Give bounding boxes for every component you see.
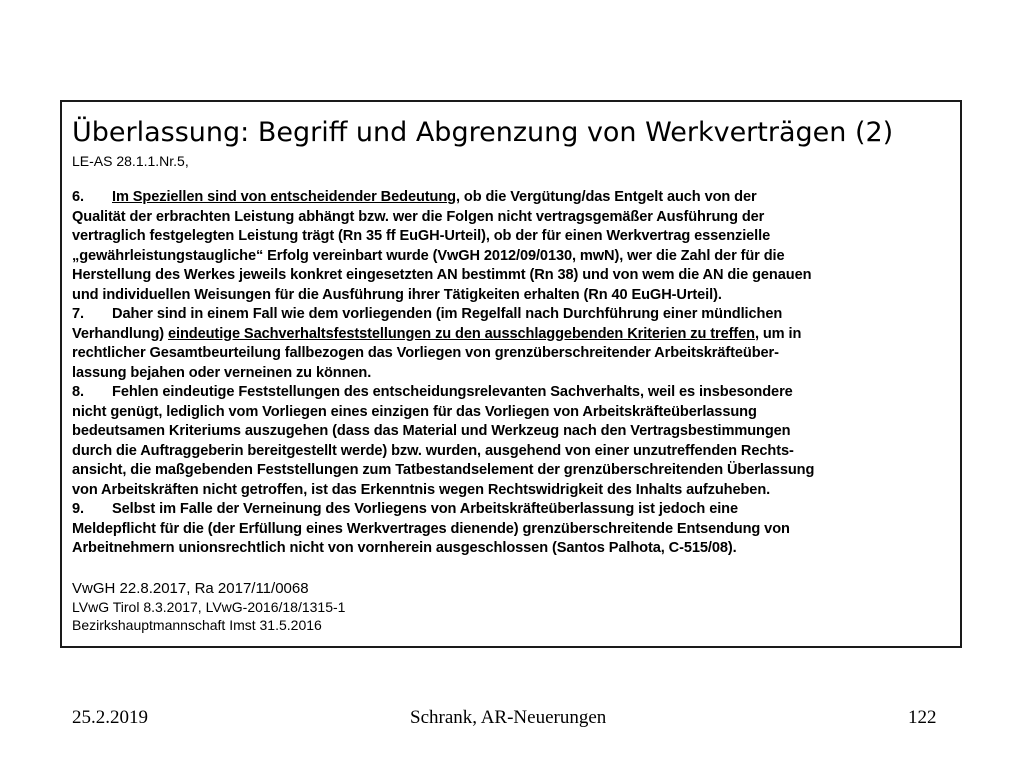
paragraph-6-line-3: vertraglich festgelegten Leistung trägt (Rn 35 ff EuGH-Urteil), ob der für einen Werkvertrag essenzielle [72, 228, 771, 244]
paragraph-8-line-3: bedeutsamen Kriteriums auszugehen (dass das Material und Werkzeug nach den Vertragsbestimmungen [72, 423, 791, 439]
footer-page-number: 122 [908, 707, 937, 728]
paragraph-9-line-3: Arbeitnehmern unionsrechtlich nicht von vornherein ausgeschlossen (Santos Palhota, C-515/08). [72, 540, 737, 556]
paragraph-8-line-4: durch die Auftraggeberin bereitgestellt werde) bzw. wurden, ausgehend von einer unzutreffenden Rechts- [72, 442, 794, 459]
reference-code: LE-AS 28.1.1.Nr.5, [72, 153, 189, 169]
paragraph-6-line-5: Herstellung des Werkes jeweils konkret eingesetzten AN bestimmt (Rn 38) und von wem die AN die genauen [72, 267, 812, 283]
paragraph-8-line-1 [72, 383, 962, 403]
paragraph-7-line-2 [72, 325, 962, 345]
paragraph-7-line-1 [72, 305, 962, 325]
paragraph-8-line-6: von Arbeitskräften nicht getroffen, ist das Erkenntnis wegen Rechtswidrigkeit des Inhalts aufzuheben. [72, 481, 771, 498]
text-segment: Verhandlung) [72, 325, 168, 342]
text-segment: Selbst im Falle der Verneinung des Vorliegens von Arbeitskräfteüberlassung ist jedoch eine [112, 501, 739, 517]
paragraph-9-line-1 [72, 500, 962, 520]
text-segment: Fehlen eindeutige Feststellungen des entscheidungsrelevanten Sachverhalts, weil es insbesondere [112, 384, 793, 400]
underlined-phrase: eindeutige Sachverhaltsfeststellungen zu den ausschlaggebenden Kriterien zu treffen [168, 325, 755, 342]
paragraph-8-line-2: nicht genügt, lediglich vom Vorliegen eines einzigen für das Vorliegen von Arbeitskräfteüberlassung [72, 403, 757, 420]
paragraph-6-line-2: Qualität der erbrachten Leistung abhängt bzw. wer die Folgen nicht vertragsgemäßer Ausführung der [72, 208, 765, 225]
citation-vwgh: VwGH 22.8.2017, Ra 2017/11/0068 [72, 580, 309, 597]
text-segment: , um in [754, 325, 802, 342]
paragraph-7-line-3: rechtlicher Gesamtbeurteilung fallbezogen das Vorliegen von grenzüberschreitender Arbeitskräfteüber- [72, 345, 779, 361]
text-segment: , ob die Vergütung/das Entgelt auch von der [456, 189, 757, 205]
paragraph-number: 7. [72, 306, 84, 322]
slide-title: Überlassung: Begriff und Abgrenzung von Werkverträgen (2) [72, 117, 894, 148]
paragraph-number: 9. [72, 501, 84, 517]
paragraph-6-line-1 [72, 188, 962, 208]
citation-lvwg: LVwG Tirol 8.3.2017, LVwG-2016/18/1315-1 [72, 599, 346, 615]
citation-bh: Bezirkshauptmannschaft Imst 31.5.2016 [72, 617, 322, 633]
footer-title: Schrank, AR-Neuerungen [410, 707, 607, 728]
citation-list [72, 580, 345, 634]
paragraph-number: 6. [72, 189, 84, 205]
paragraph-6-line-4: „gewährleistungstaugliche“ Erfolg vereinbart wurde (VwGH 2012/09/0130, mwN), wer die Zahl der für die [72, 247, 785, 264]
body-text [72, 188, 962, 559]
footer-date: 25.2.2019 [72, 707, 148, 728]
paragraph-7-line-4: lassung bejahen oder verneinen zu können. [72, 364, 372, 381]
paragraph-8-line-5: ansicht, die maßgebenden Feststellungen zum Tatbestandselement der grenzüberschreitenden Überlassung [72, 462, 815, 478]
slide-content-frame [60, 100, 962, 648]
underlined-phrase: Im Speziellen sind von entscheidender Bedeutung [112, 189, 456, 205]
paragraph-number: 8. [72, 384, 84, 400]
paragraph-6-line-6: und individuellen Weisungen für die Ausführung ihrer Tätigkeiten erhalten (Rn 40 EuGH-Urteil). [72, 286, 722, 303]
text-segment: Daher sind in einem Fall wie dem vorliegenden (im Regelfall nach Durchführung einer mündlichen [112, 306, 783, 322]
paragraph-9-line-2: Meldepflicht für die (der Erfüllung eines Werkvertrages dienende) grenzüberschreitende Entsendung von [72, 520, 790, 537]
